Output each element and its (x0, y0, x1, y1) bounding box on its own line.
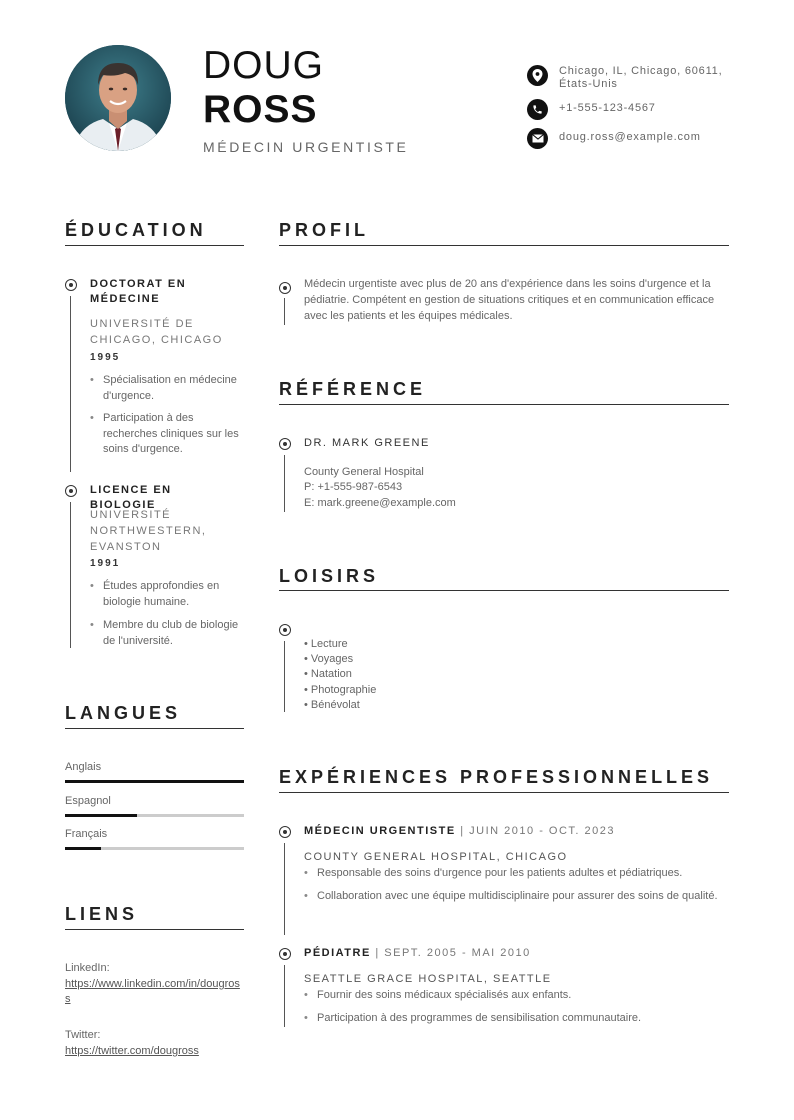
phone-text: +1-555-123-4567 (559, 102, 656, 114)
job-title: MÉDECIN URGENTISTE (203, 139, 409, 155)
timeline-line (70, 502, 71, 648)
experience-bullet: • Fournir des soins médicaux spécialisés aux enfants. (304, 988, 729, 1004)
language-name: Français (65, 828, 108, 840)
timeline-line (70, 296, 71, 472)
link-linkedin[interactable]: https://www.linkedin.com/in/dougross (65, 978, 240, 1005)
education-divider (65, 245, 244, 246)
timeline-line (284, 843, 285, 935)
timeline-line (284, 298, 285, 325)
hobby-item: • Bénévolat (304, 699, 360, 711)
email-text[interactable]: doug.ross@example.com (559, 131, 701, 143)
location-pin-icon (527, 65, 548, 86)
envelope-icon (527, 128, 548, 149)
avatar (65, 45, 171, 151)
reference-divider (279, 404, 729, 405)
experience-title-line (304, 946, 531, 961)
language-name: Anglais (65, 761, 102, 773)
hobbies-heading: LOISIRS (279, 566, 380, 586)
education-school: UNIVERSITÉ DE CHICAGO, CHICAGO (90, 318, 223, 346)
language-name: Espagnol (65, 795, 111, 807)
profile-divider (279, 245, 729, 246)
links-heading: LIENS (65, 904, 139, 924)
reference-email[interactable]: E: mark.greene@example.com (304, 497, 456, 509)
reference-phone: P: +1-555-987-6543 (304, 481, 403, 493)
hobby-item: • Lecture (304, 638, 348, 650)
timeline-dot (279, 826, 291, 838)
hobby-item: • Voyages (304, 653, 354, 665)
contact-phone (527, 99, 729, 120)
timeline-dot (65, 279, 77, 291)
experience-separator: | (370, 947, 385, 959)
languages-heading: LANGUES (65, 703, 182, 723)
timeline-dot (279, 282, 291, 294)
education-bullet: • Membre du club de biologie de l'université. (90, 618, 240, 649)
experience-heading: EXPÉRIENCES PROFESSIONNELLES (279, 767, 714, 787)
experience-employer: SEATTLE GRACE HOSPITAL, SEATTLE (304, 973, 552, 985)
reference-org: County General Hospital (304, 466, 424, 478)
education-year: 1991 (90, 558, 121, 569)
hobbies-divider (279, 590, 729, 591)
language-level-fill (65, 780, 244, 783)
languages-divider (65, 728, 244, 729)
timeline-line (284, 455, 285, 512)
experience-bullet: • Responsable des soins d'urgence pour les patients adultes et pédiatriques. (304, 866, 729, 882)
language-level-fill (65, 814, 137, 817)
phone-icon (527, 99, 548, 120)
language-level-fill (65, 847, 101, 850)
experience-dates: SEPT. 2005 - MAI 2010 (384, 947, 531, 959)
education-school: UNIVERSITÉ NORTHWESTERN, EVANSTON (90, 509, 207, 553)
timeline-dot (279, 948, 291, 960)
experience-separator: | (455, 825, 470, 837)
experience-divider (279, 792, 729, 793)
experience-bullet: • Collaboration avec une équipe multidisciplinaire pour assurer des soins de qualité. (304, 889, 729, 905)
education-degree: DOCTORAT EN MÉDECINE (90, 278, 187, 305)
education-bullet: • Études approfondies en biologie humaine. (90, 579, 240, 610)
experience-dates: JUIN 2010 - OCT. 2023 (469, 825, 616, 837)
reference-name: DR. MARK GREENE (304, 437, 430, 449)
language-level-bar (65, 814, 244, 817)
experience-title-line (304, 824, 615, 839)
last-name: ROSS (203, 88, 318, 131)
link-label-linkedin: LinkedIn: (65, 962, 110, 974)
experience-bullet: • Participation à des programmes de sensibilisation communautaire. (304, 1011, 729, 1027)
link-twitter[interactable]: https://twitter.com/dougross (65, 1045, 199, 1057)
timeline-line (284, 641, 285, 712)
contact-address (527, 65, 729, 91)
experience-role: PÉDIATRE (304, 947, 371, 959)
address-text: Chicago, IL, Chicago, 60611, États-Unis (559, 65, 723, 90)
experience-employer: COUNTY GENERAL HOSPITAL, CHICAGO (304, 851, 568, 863)
profile-heading: PROFIL (279, 220, 369, 240)
profile-photo (65, 45, 171, 151)
language-level-bar (65, 847, 244, 850)
language-level-bar (65, 780, 244, 783)
education-bullet: • Spécialisation en médecine d'urgence. (90, 373, 240, 404)
experience-role: MÉDECIN URGENTISTE (304, 825, 456, 837)
education-degree: LICENCE EN BIOLOGIE (90, 484, 172, 511)
education-heading: ÉDUCATION (65, 220, 207, 240)
timeline-dot (279, 624, 291, 636)
profile-text: Médecin urgentiste avec plus de 20 ans d'expérience dans les soins d'urgence et la pédiatrie. Compétent en gestion de situations critiques et en communication efficace avec les patients et les équipes médicales. (304, 278, 715, 322)
timeline-dot (279, 438, 291, 450)
reference-heading: RÉFÉRENCE (279, 379, 427, 399)
education-bullet: • Participation à des recherches cliniques sur les soins d'urgence. (90, 411, 240, 458)
hobby-item: • Photographie (304, 684, 377, 696)
timeline-line (284, 965, 285, 1027)
hobby-item: • Natation (304, 668, 352, 680)
links-divider (65, 929, 244, 930)
link-label-twitter: Twitter: (65, 1029, 101, 1041)
timeline-dot (65, 485, 77, 497)
first-name: DOUG (203, 44, 324, 87)
education-year: 1995 (90, 352, 121, 363)
contact-email (527, 128, 729, 149)
